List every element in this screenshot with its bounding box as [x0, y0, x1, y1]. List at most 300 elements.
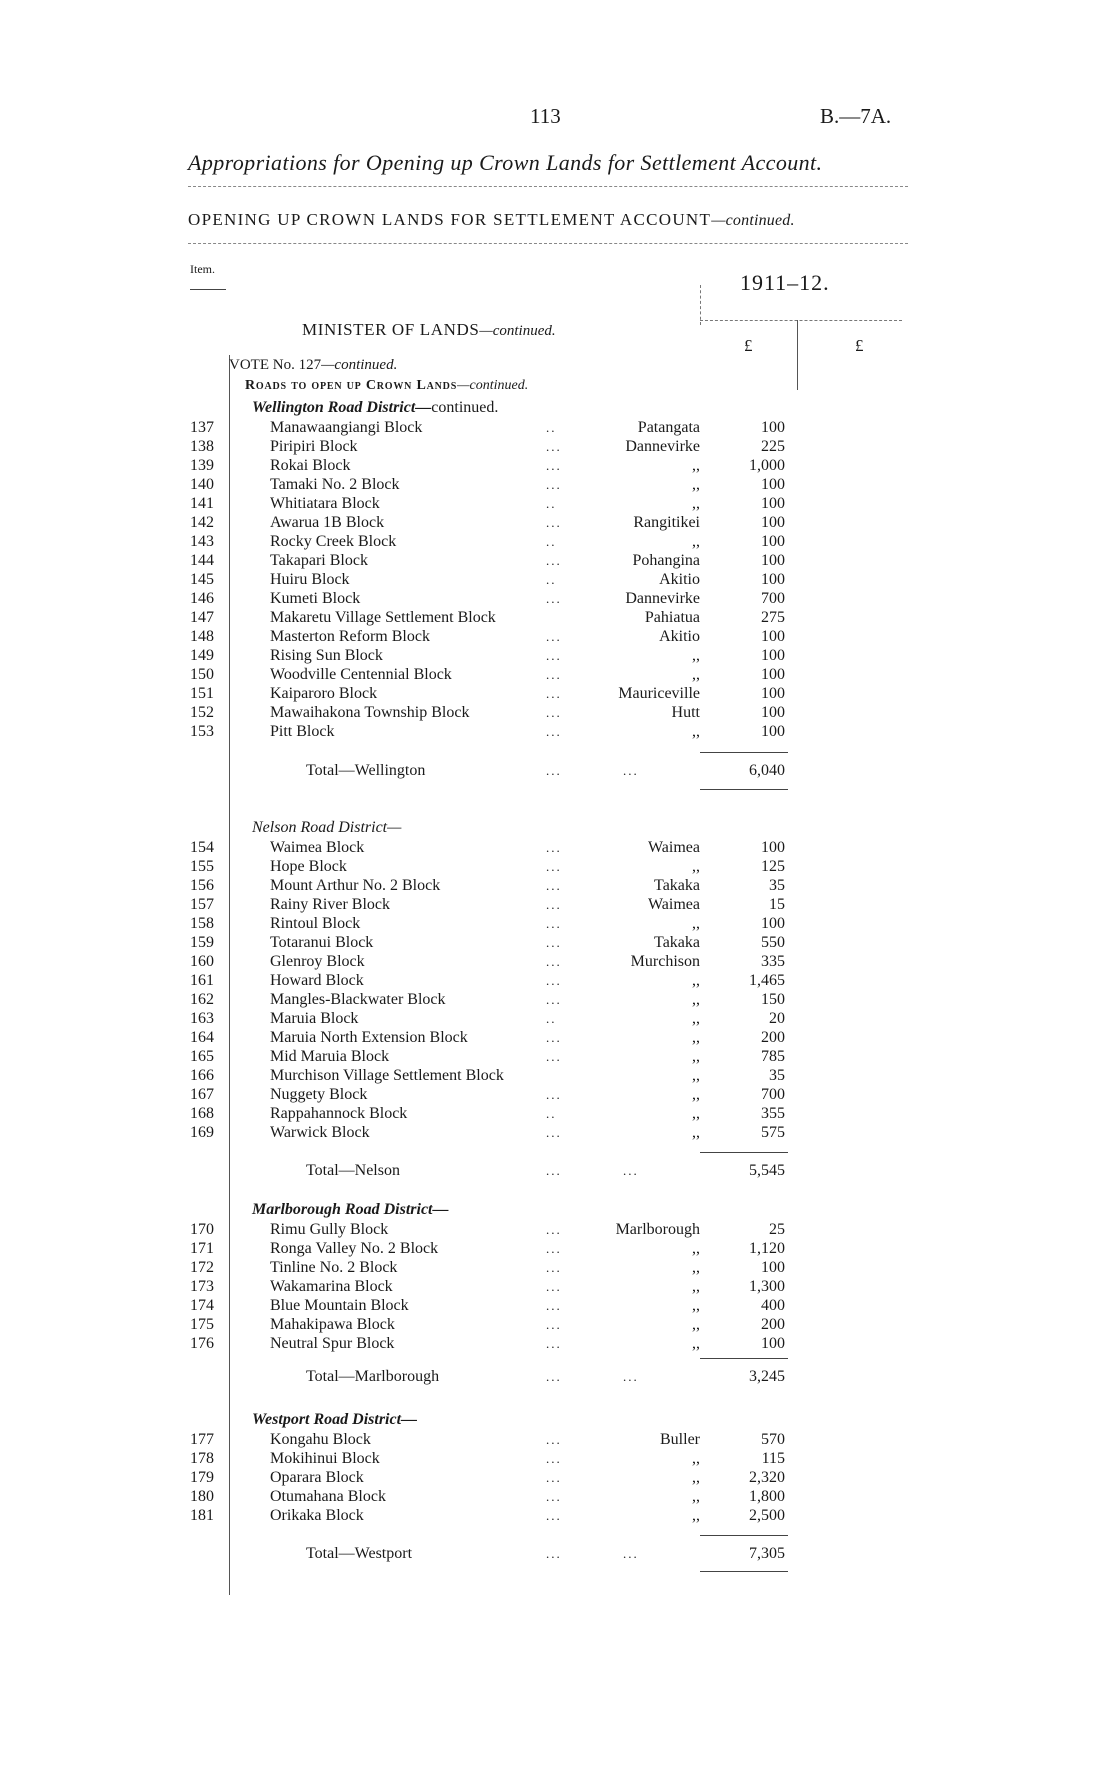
block-name: Hope Block: [270, 858, 347, 875]
table-row: [0, 838, 1114, 857]
block-name: Rocky Creek Block: [270, 533, 397, 550]
district-name: Dannevirke: [625, 438, 700, 455]
minister-heading: [302, 320, 556, 340]
amount-value: 20: [769, 1010, 785, 1027]
table-row: [0, 608, 1114, 627]
item-number: 144: [190, 552, 214, 569]
block-name: Pitt Block: [270, 723, 335, 740]
table-row: [0, 952, 1114, 971]
total-label: Total—Wellington: [306, 762, 426, 779]
table-row: [0, 551, 1114, 570]
item-number: 176: [190, 1335, 214, 1352]
total-rule-top-nelson: [700, 1152, 788, 1153]
leader-dots: ...: [546, 954, 562, 969]
amount-value: 100: [761, 723, 785, 740]
leader-dots: ...: [546, 878, 562, 893]
leader-dots: ...: [546, 515, 562, 530]
item-number: 137: [190, 419, 214, 436]
item-number: 181: [190, 1507, 214, 1524]
block-name: Ronga Valley No. 2 Block: [270, 1240, 439, 1257]
block-name: Rintoul Block: [270, 915, 361, 932]
amount-value: 700: [761, 1086, 785, 1103]
leader-dots: ...: [546, 629, 562, 644]
district-name: Dannevirke: [625, 590, 700, 607]
block-name: Rokai Block: [270, 457, 351, 474]
item-number: 143: [190, 533, 214, 550]
table-row: [0, 1239, 1114, 1258]
district-name: ,,: [692, 1067, 700, 1084]
leader-dots: ...: [546, 724, 562, 739]
page-title: Appropriations for Opening up Crown Lands for Settlement Account.: [188, 150, 823, 175]
block-name: Mid Maruia Block: [270, 1048, 390, 1065]
amount-value: 570: [761, 1431, 785, 1448]
leader-dots: ...: [546, 667, 562, 682]
total-rule-top-wellington: [700, 752, 788, 753]
item-number: 141: [190, 495, 214, 512]
district-name: ,,: [692, 991, 700, 1008]
amount-value: 275: [761, 609, 785, 626]
total-label: Total—Marlborough: [306, 1368, 440, 1385]
leader-dots: ...: [546, 686, 562, 701]
item-number: 164: [190, 1029, 214, 1046]
leader-dots: ...: [546, 591, 562, 606]
amount-value: 785: [761, 1048, 785, 1065]
vote-heading: [229, 357, 397, 374]
district-name: Marlborough: [615, 1221, 700, 1238]
amount-value: 100: [761, 552, 785, 569]
leader-dots: ...: [546, 705, 562, 720]
total-row-westport: [0, 1543, 1114, 1565]
item-number: 158: [190, 915, 214, 932]
block-name: Woodville Centennial Block: [270, 666, 452, 683]
amount-value: 25: [769, 1221, 785, 1238]
total-dots-2: ...: [623, 1546, 639, 1561]
district-name: ,,: [692, 533, 700, 550]
total-dots-1: ...: [546, 1546, 562, 1561]
block-name: Manawaangiangi Block: [270, 419, 423, 436]
block-name: Rappahannock Block: [270, 1105, 408, 1122]
table-row: [0, 703, 1114, 722]
item-number: 142: [190, 514, 214, 531]
table-row: [0, 1258, 1114, 1277]
vote-continued: —continued.: [321, 357, 398, 373]
leader-dots: ...: [546, 1317, 562, 1332]
block-name: Nuggety Block: [270, 1086, 368, 1103]
table-row: [0, 665, 1114, 684]
block-name: Tinline No. 2 Block: [270, 1259, 398, 1276]
item-number: 151: [190, 685, 214, 702]
total-dots-2: ...: [623, 1369, 639, 1384]
block-name: Tamaki No. 2 Block: [270, 476, 400, 493]
item-number: 166: [190, 1067, 214, 1084]
district-name: ,,: [692, 723, 700, 740]
leader-dots: ...: [546, 935, 562, 950]
district-heading-wellington: [252, 398, 498, 418]
leader-dots: ...: [546, 1432, 562, 1447]
currency-symbol-1: £: [744, 336, 753, 355]
district-name: Murchison: [630, 953, 700, 970]
district-name: ,,: [692, 858, 700, 875]
leader-dots: ...: [546, 1298, 562, 1313]
item-number: 177: [190, 1431, 214, 1448]
leader-dots: ...: [546, 1241, 562, 1256]
amount-value: 115: [761, 1450, 785, 1467]
item-number: 174: [190, 1297, 214, 1314]
leader-dots: ...: [546, 840, 562, 855]
block-name: Kongahu Block: [270, 1431, 371, 1448]
table-row: [0, 1009, 1114, 1028]
district-heading-text: Wellington Road District—: [252, 399, 432, 416]
district-name: ,,: [692, 1086, 700, 1103]
item-column-header: Item.: [190, 262, 215, 276]
table-row: [0, 1220, 1114, 1239]
item-number: 150: [190, 666, 214, 683]
block-name: Mahakipawa Block: [270, 1316, 395, 1333]
leader-dots: ...: [546, 1508, 562, 1523]
table-row: [0, 532, 1114, 551]
item-number: 173: [190, 1278, 214, 1295]
leader-dots: ...: [546, 1279, 562, 1294]
amount-value: 575: [761, 1124, 785, 1141]
block-name: Neutral Spur Block: [270, 1335, 395, 1352]
page-number: 113: [530, 104, 561, 128]
leader-dots: ...: [546, 897, 562, 912]
district-name: ,,: [692, 1029, 700, 1046]
district-name: ,,: [692, 1316, 700, 1333]
block-name: Huiru Block: [270, 571, 350, 588]
table-row: [0, 876, 1114, 895]
district-name: Akitio: [659, 628, 700, 645]
block-name: Waimea Block: [270, 839, 365, 856]
table-row: [0, 1028, 1114, 1047]
district-name: Waimea: [647, 896, 700, 913]
district-name: ,,: [692, 1469, 700, 1486]
district-heading-nelson: [252, 818, 401, 838]
total-dots-2: ...: [623, 1163, 639, 1178]
amount-value: 100: [761, 476, 785, 493]
amount-value: 100: [761, 1259, 785, 1276]
total-amount: 6,040: [749, 762, 785, 779]
table-row: [0, 418, 1114, 437]
item-number: 170: [190, 1221, 214, 1238]
district-name: ,,: [692, 1278, 700, 1295]
leader-dots: ..: [546, 534, 557, 549]
district-heading-suffix: continued.: [431, 399, 499, 416]
table-row: [0, 857, 1114, 876]
leader-dots: ...: [546, 1451, 562, 1466]
table-row: [0, 1487, 1114, 1506]
total-rule-top-marlborough: [700, 1358, 788, 1359]
item-number: 157: [190, 896, 214, 913]
item-number: 159: [190, 934, 214, 951]
block-name: Whitiatara Block: [270, 495, 380, 512]
district-name: ,,: [692, 1488, 700, 1505]
amount-value: 400: [761, 1297, 785, 1314]
block-name: Takapari Block: [270, 552, 368, 569]
block-name: Kumeti Block: [270, 590, 361, 607]
leader-dots: ...: [546, 553, 562, 568]
leader-dots: ..: [546, 1011, 557, 1026]
roads-continued: —continued.: [457, 378, 529, 393]
table-row: [0, 513, 1114, 532]
amount-value: 100: [761, 685, 785, 702]
item-number: 171: [190, 1240, 214, 1257]
total-rule-bottom-wellington: [700, 789, 788, 790]
block-name: Mokihinui Block: [270, 1450, 380, 1467]
district-name: ,,: [692, 1335, 700, 1352]
block-name: Piripiri Block: [270, 438, 358, 455]
amount-value: 550: [761, 934, 785, 951]
block-name: Otumahana Block: [270, 1488, 386, 1505]
block-name: Maruia North Extension Block: [270, 1029, 468, 1046]
item-number: 165: [190, 1048, 214, 1065]
district-name: Hutt: [671, 704, 700, 721]
leader-dots: ...: [546, 439, 562, 454]
amount-value: 100: [761, 666, 785, 683]
district-name: Waimea: [647, 839, 700, 856]
block-name: Awarua 1B Block: [270, 514, 385, 531]
district-heading-text: Nelson Road District—: [252, 819, 402, 836]
table-row: [0, 684, 1114, 703]
leader-dots: ...: [546, 1030, 562, 1045]
leader-dots: ...: [546, 1049, 562, 1064]
item-number: 162: [190, 991, 214, 1008]
table-row: [0, 475, 1114, 494]
leader-dots: ...: [546, 1489, 562, 1504]
block-name: Howard Block: [270, 972, 364, 989]
district-name: ,,: [692, 476, 700, 493]
district-heading-westport: [252, 1410, 417, 1430]
table-row: [0, 589, 1114, 608]
table-row: [0, 990, 1114, 1009]
item-header-rule: [190, 289, 226, 290]
amount-value: 15: [769, 896, 785, 913]
total-dots-1: ...: [546, 1163, 562, 1178]
district-name: ,,: [692, 1105, 700, 1122]
district-name: ,,: [692, 1507, 700, 1524]
leader-dots: ..: [546, 572, 557, 587]
district-name: ,,: [692, 1048, 700, 1065]
total-amount: 5,545: [749, 1162, 785, 1179]
leader-dots: ..: [546, 1106, 557, 1121]
block-name: Mangles-Blackwater Block: [270, 991, 446, 1008]
table-row: [0, 1334, 1114, 1353]
table-row: [0, 722, 1114, 741]
block-name: Glenroy Block: [270, 953, 365, 970]
table-row: [0, 1315, 1114, 1334]
amount-value: 100: [761, 915, 785, 932]
amount-value: 1,120: [749, 1240, 785, 1257]
amount-value: 225: [761, 438, 785, 455]
item-number: 161: [190, 972, 214, 989]
leader-dots: ...: [546, 1125, 562, 1140]
leader-dots: ...: [546, 458, 562, 473]
district-name: ,,: [692, 972, 700, 989]
table-row: [0, 971, 1114, 990]
total-row-marlborough: [0, 1366, 1114, 1388]
leader-dots: ...: [546, 1222, 562, 1237]
total-rule-top-westport: [700, 1535, 788, 1536]
title-rule: [188, 186, 908, 187]
table-row: [0, 1277, 1114, 1296]
total-amount: 3,245: [749, 1368, 785, 1385]
district-heading-text: Westport Road District—: [252, 1411, 418, 1428]
total-label: Total—Nelson: [306, 1162, 400, 1179]
block-name: Rainy River Block: [270, 896, 390, 913]
amount-value: 200: [761, 1029, 785, 1046]
district-name: ,,: [692, 1450, 700, 1467]
table-row: [0, 895, 1114, 914]
amount-value: 100: [761, 495, 785, 512]
amount-value: 100: [761, 628, 785, 645]
amount-value: 100: [761, 533, 785, 550]
amount-value: 2,320: [749, 1469, 785, 1486]
document-reference: B.—7A.: [820, 104, 892, 128]
district-name: Rangitikei: [633, 514, 700, 531]
table-row: [0, 933, 1114, 952]
amount-value: 100: [761, 514, 785, 531]
block-name: Mawaihakona Township Block: [270, 704, 470, 721]
item-number: 155: [190, 858, 214, 875]
amount-value: 1,465: [749, 972, 785, 989]
amount-value: 2,500: [749, 1507, 785, 1524]
item-number: 139: [190, 457, 214, 474]
amount-value: 100: [761, 704, 785, 721]
block-name: Kaiparoro Block: [270, 685, 378, 702]
table-row: [0, 1066, 1114, 1085]
block-name: Wakamarina Block: [270, 1278, 393, 1295]
district-name: ,,: [692, 1010, 700, 1027]
district-name: ,,: [692, 1297, 700, 1314]
vote-number: VOTE No. 127: [229, 357, 322, 373]
year-header-rule: [700, 320, 902, 321]
district-name: ,,: [692, 495, 700, 512]
leader-dots: ...: [546, 1470, 562, 1485]
amount-value: 700: [761, 590, 785, 607]
block-name: Rising Sun Block: [270, 647, 383, 664]
item-number: 156: [190, 877, 214, 894]
item-number: 140: [190, 476, 214, 493]
block-name: Rimu Gully Block: [270, 1221, 389, 1238]
table-row: [0, 627, 1114, 646]
district-name: ,,: [692, 666, 700, 683]
district-name: Buller: [660, 1431, 700, 1448]
total-amount: 7,305: [749, 1545, 785, 1562]
block-name: Totaranui Block: [270, 934, 374, 951]
table-row: [0, 1104, 1114, 1123]
amount-value: 150: [761, 991, 785, 1008]
amount-value: 100: [761, 571, 785, 588]
item-number: 146: [190, 590, 214, 607]
amount-value: 1,800: [749, 1488, 785, 1505]
minister-name: MINISTER OF LANDS: [302, 320, 480, 339]
item-number: 180: [190, 1488, 214, 1505]
item-number: 152: [190, 704, 214, 721]
item-number: 148: [190, 628, 214, 645]
total-dots-1: ...: [546, 1369, 562, 1384]
leader-dots: ..: [546, 420, 557, 435]
second-amount-column-rule: [797, 320, 798, 390]
leader-dots: ...: [546, 477, 562, 492]
table-row: [0, 1123, 1114, 1142]
amount-column-rule-top: [700, 285, 701, 325]
total-dots-2: ...: [623, 763, 639, 778]
currency-symbol-2: £: [855, 336, 864, 355]
district-heading-marlborough: [252, 1200, 448, 1220]
item-number: 169: [190, 1124, 214, 1141]
roads-heading: [245, 378, 528, 394]
total-row-nelson: [0, 1160, 1114, 1182]
block-name: Orikaka Block: [270, 1507, 364, 1524]
district-name: Akitio: [659, 571, 700, 588]
total-label: Total—Westport: [306, 1545, 413, 1562]
block-name: Mount Arthur No. 2 Block: [270, 877, 441, 894]
total-dots-1: ...: [546, 763, 562, 778]
leader-dots: ...: [546, 1260, 562, 1275]
amount-value: 1,300: [749, 1278, 785, 1295]
item-number: 153: [190, 723, 214, 740]
total-rule-bottom-westport: [700, 1571, 788, 1572]
subtitle-rule: [188, 243, 908, 244]
district-name: ,,: [692, 1259, 700, 1276]
leader-dots: ...: [546, 992, 562, 1007]
block-name: Oparara Block: [270, 1469, 364, 1486]
amount-value: 355: [761, 1105, 785, 1122]
table-row: [0, 1296, 1114, 1315]
block-name: Murchison Village Settlement Block: [270, 1067, 504, 1084]
district-name: Mauriceville: [618, 685, 700, 702]
item-number: 149: [190, 647, 214, 664]
subtitle-main: OPENING UP CROWN LANDS FOR SETTLEMENT ACCOUNT: [188, 210, 712, 229]
item-number: 168: [190, 1105, 214, 1122]
amount-value: 200: [761, 1316, 785, 1333]
item-number: 138: [190, 438, 214, 455]
leader-dots: ...: [546, 859, 562, 874]
table-row: [0, 1449, 1114, 1468]
table-row: [0, 437, 1114, 456]
table-row: [0, 570, 1114, 589]
leader-dots: ...: [546, 916, 562, 931]
table-row: [0, 914, 1114, 933]
item-number: 175: [190, 1316, 214, 1333]
table-row: [0, 1468, 1114, 1487]
block-name: Makaretu Village Settlement Block: [270, 609, 496, 626]
leader-dots: ..: [546, 496, 557, 511]
page-subtitle: [188, 210, 795, 230]
table-row: [0, 494, 1114, 513]
amount-value: 100: [761, 419, 785, 436]
amount-value: 35: [769, 1067, 785, 1084]
amount-value: 100: [761, 647, 785, 664]
table-row: [0, 1430, 1114, 1449]
item-number: 160: [190, 953, 214, 970]
item-number: 178: [190, 1450, 214, 1467]
district-heading-text: Marlborough Road District—: [252, 1201, 449, 1218]
roads-title: Roads to open up Crown Lands: [245, 378, 458, 393]
table-row: [0, 456, 1114, 475]
district-name: Pohangina: [632, 552, 700, 569]
table-row: [0, 1047, 1114, 1066]
year-column-header: 1911–12.: [740, 270, 830, 295]
table-row: [0, 1506, 1114, 1525]
block-name: Blue Mountain Block: [270, 1297, 409, 1314]
leader-dots: ...: [546, 648, 562, 663]
amount-value: 1,000: [749, 457, 785, 474]
block-name: Maruia Block: [270, 1010, 359, 1027]
item-number: 145: [190, 571, 214, 588]
district-name: ,,: [692, 457, 700, 474]
leader-dots: ...: [546, 973, 562, 988]
